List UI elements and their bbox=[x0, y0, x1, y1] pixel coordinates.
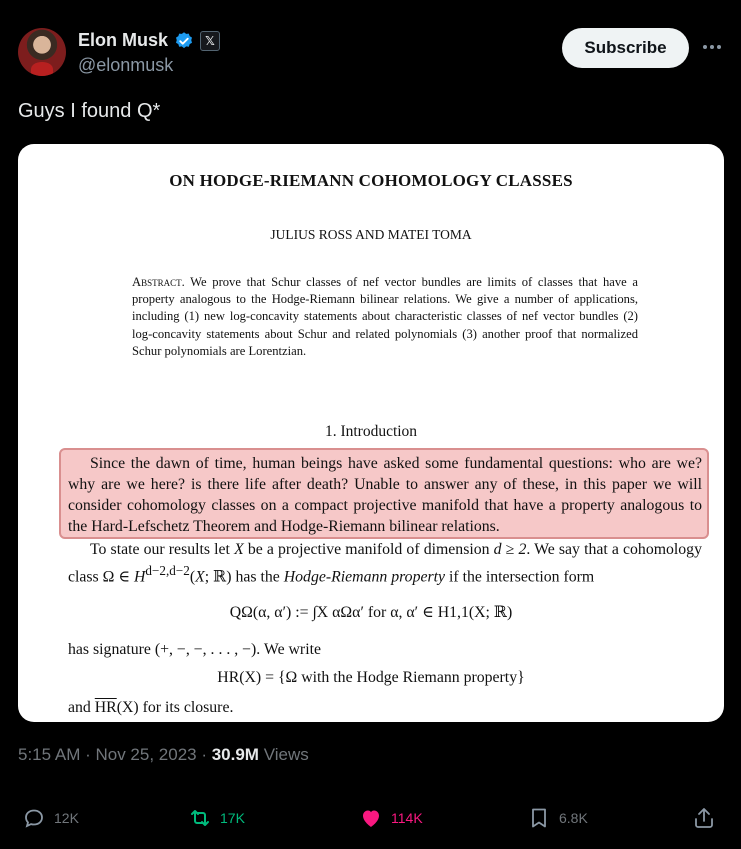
like-button[interactable] bbox=[359, 806, 423, 830]
share-button[interactable] bbox=[692, 806, 716, 830]
abstract-body: We prove that Schur classes of nef vector bundles are limits of classes that have a property analogous to the Hodge-Riemann bilinear relations. We give a number of applications, including (1) new log-concavity statements about characteristic classes of nef vector bundles (2) log-concavity statements about Schur and related polynomials (3) another proof that normalized Schur polynomials are Lorentzian. bbox=[132, 275, 638, 358]
bookmark-button[interactable] bbox=[527, 806, 588, 830]
subscribe-button[interactable]: Subscribe bbox=[562, 28, 689, 68]
bookmark-icon bbox=[527, 806, 551, 830]
reply-button[interactable] bbox=[22, 806, 79, 830]
bookmark-count: 6.8K bbox=[559, 810, 588, 826]
results-paragraph: To state our results let X be a projective manifold of dimension d ≥ 2. We say that a cohomology class Ω ∈ $H^{d-2,d-2}(X$; ℝ) has the Hodge-Riemann property if the intersection form bbox=[68, 541, 702, 586]
paper-title: ON HODGE-RIEMANN COHOMOLOGY CLASSES bbox=[169, 171, 573, 190]
repost-button[interactable] bbox=[188, 806, 245, 830]
repost-icon bbox=[188, 806, 212, 830]
affiliate-x-icon[interactable]: 𝕏 bbox=[200, 31, 220, 51]
handle[interactable]: @elonmusk bbox=[78, 55, 174, 75]
tweet-header bbox=[18, 28, 723, 80]
more-options-icon[interactable] bbox=[701, 36, 723, 58]
avatar[interactable] bbox=[18, 28, 66, 76]
tweet-text: Guys I found Q* bbox=[18, 100, 161, 122]
closing-text: and $\overline{HR}(X)$ for its closure. bbox=[68, 699, 234, 716]
repost-count: 17K bbox=[220, 810, 245, 826]
action-bar bbox=[22, 806, 720, 832]
verified-badge-icon bbox=[174, 31, 194, 51]
formula-intersection: QΩ(α, α′) := ∫X αΩα′ for α, α′ ∈ H1,1(X; ℝ) bbox=[229, 604, 513, 621]
reply-count: 12K bbox=[54, 810, 79, 826]
formula-hr: HR(X) = {Ω with the Hodge Riemann property} bbox=[217, 669, 525, 686]
heart-icon bbox=[359, 806, 383, 830]
tweet-meta bbox=[18, 745, 309, 765]
views-count: 30.9M bbox=[211, 745, 259, 764]
name-row bbox=[78, 30, 220, 51]
signature-text: has signature (+, −, −, . . . , −). We write bbox=[68, 641, 321, 658]
reply-icon bbox=[22, 806, 46, 830]
like-count: 114K bbox=[391, 810, 423, 826]
tweet-image[interactable] bbox=[18, 144, 724, 722]
timestamp[interactable]: 5:15 AM · Nov 25, 2023 · bbox=[18, 745, 212, 764]
paper-authors: JULIUS ROSS AND MATEI TOMA bbox=[270, 227, 472, 242]
views-label: Views bbox=[258, 745, 309, 764]
display-name[interactable]: Elon Musk bbox=[78, 30, 169, 50]
paper-abstract bbox=[132, 274, 638, 360]
share-icon bbox=[692, 806, 716, 830]
intro-paragraph: Since the dawn of time, human beings have asked some fundamental questions: who are we? why are we here? is there life after death? Unable to answer any of these, in this paper we will consider cohomology classes on a compact projective manifold that have a property analogous to the Hard-Lefschetz Theorem and Hodge-Riemann bilinear relations. bbox=[68, 455, 702, 535]
section-heading: 1. Introduction bbox=[324, 423, 418, 440]
abstract-lead: Abstract. bbox=[132, 275, 185, 289]
